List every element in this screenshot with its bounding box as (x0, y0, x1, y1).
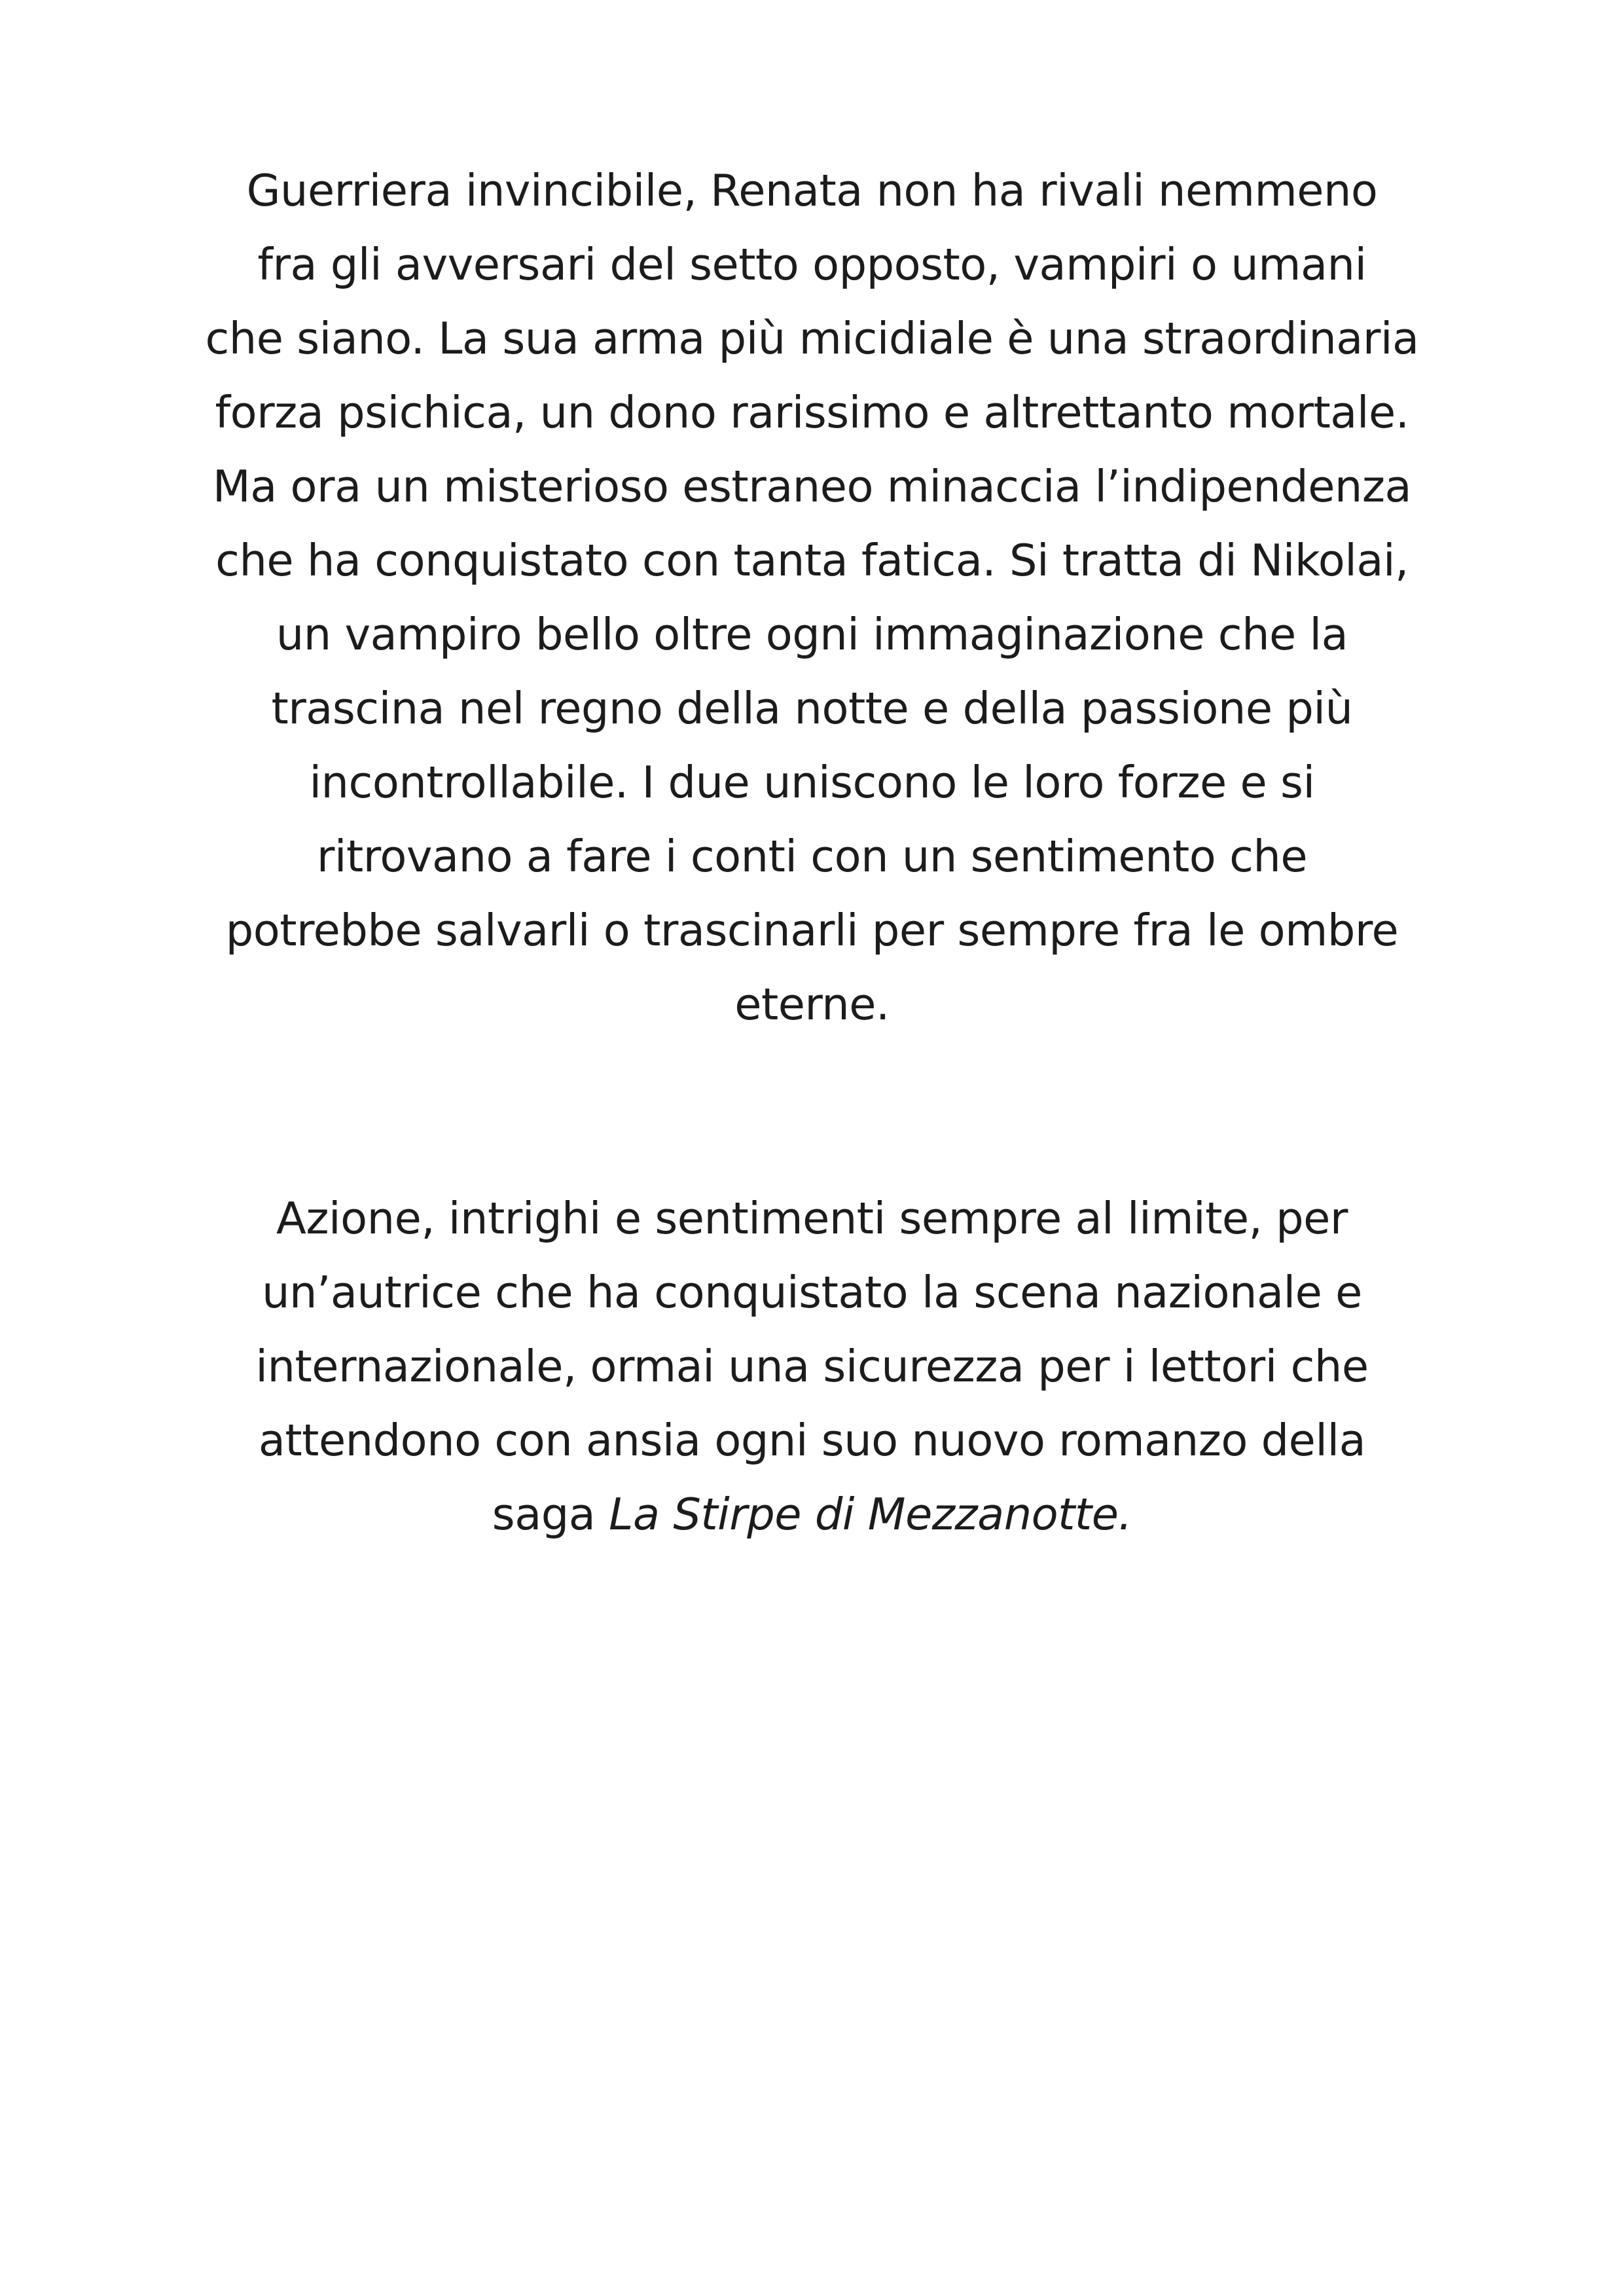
promo-paragraph (0, 1182, 1624, 1552)
description-line: fra gli avversari del setto opposto, vampiri o umani (257, 239, 1367, 290)
description-line: incontrollabile. I due uniscono le loro forze e si (309, 757, 1315, 808)
promo-line: attendono con ansia ogni suo nuovo romanzo della (258, 1415, 1366, 1466)
description-line: potrebbe salvarli o trascinarli per sempre fra le ombre (225, 905, 1399, 956)
description-line: forza psichica, un dono rarissimo e altrettanto mortale. (215, 387, 1409, 438)
promo-line: internazionale, ormai una sicurezza per i lettori che (255, 1341, 1369, 1392)
description-line: trascina nel regno della notte e della passione più (271, 683, 1353, 734)
book-description (0, 154, 1624, 1042)
promo-line-prefix: saga (492, 1489, 609, 1540)
description-line: che siano. La sua arma più micidiale è una straordinaria (205, 313, 1419, 364)
series-title: La Stirpe di Mezzanotte. (609, 1489, 1132, 1540)
promo-last-line (0, 1478, 1624, 1552)
description-line: Ma ora un misterioso estraneo minaccia l’indipendenza (212, 461, 1412, 512)
description-line: Guerriera invincibile, Renata non ha rivali nemmeno (246, 165, 1378, 216)
description-line: eterne. (734, 979, 890, 1030)
description-line: un vampiro bello oltre ogni immaginazione che la (276, 609, 1348, 660)
promo-line: un’autrice che ha conquistato la scena nazionale e (262, 1267, 1362, 1318)
promo-line: Azione, intrighi e sentimenti sempre al limite, per (276, 1193, 1348, 1244)
description-line: ritrovano a fare i conti con un sentimento che (316, 831, 1308, 882)
description-line: che ha conquistato con tanta fatica. Si tratta di Nikolai, (215, 535, 1409, 586)
